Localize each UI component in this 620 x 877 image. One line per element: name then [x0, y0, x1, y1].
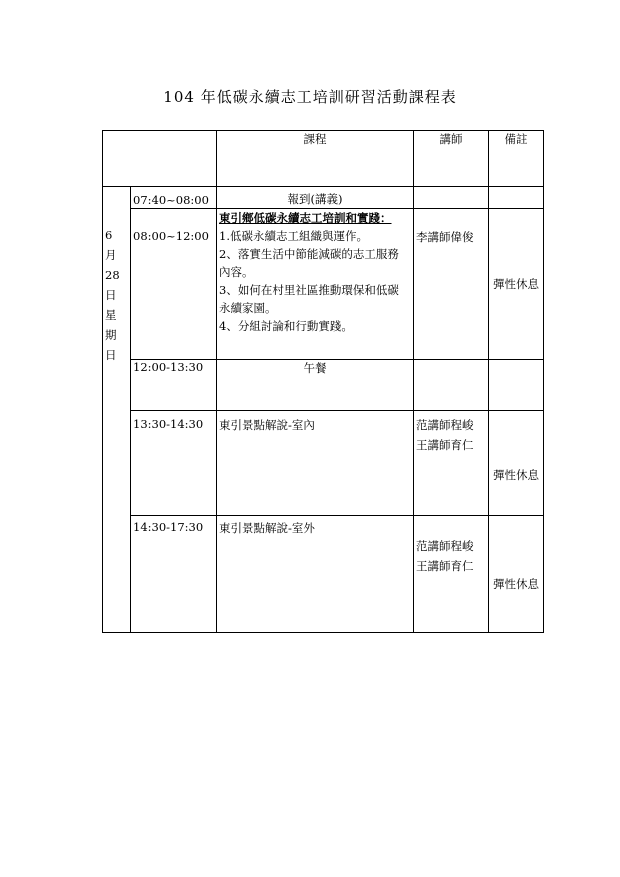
time-cell: 08:00~12:00 [131, 209, 217, 360]
table-row [103, 411, 544, 516]
course-cell: 午餐 [217, 360, 414, 411]
header-row [103, 131, 544, 187]
header-lecturer: 講師 [414, 131, 489, 187]
day-char: 星 [105, 308, 117, 322]
course-line: 永續家園。 [219, 301, 277, 315]
course-cell: 報到(講義) [217, 187, 414, 209]
lecturer-name: 王講師育仁 [416, 438, 474, 452]
course-cell: 東引景點解說-室內 [217, 411, 414, 516]
lecturer-cell [414, 360, 489, 411]
table-row [103, 209, 544, 360]
lecturer-name: 王講師育仁 [416, 559, 474, 573]
day-char: 日 [105, 348, 117, 362]
lecturer-name: 范講師程峻 [416, 418, 474, 432]
time-cell: 07:40~08:00 [131, 187, 217, 209]
schedule-table [102, 130, 544, 633]
table-row [103, 187, 544, 209]
lecturer-cell [414, 411, 489, 516]
lecturer-cell: 李講師偉俊 [414, 209, 489, 360]
table-row [103, 360, 544, 411]
page-title: 104 年低碳永續志工培訓研習活動課程表 [163, 88, 457, 106]
note-cell [489, 187, 544, 209]
course-cell [217, 209, 414, 360]
header-blank-time [131, 131, 217, 187]
lecturer-cell [414, 187, 489, 209]
time-cell: 14:30-17:30 [131, 516, 217, 633]
lecturer-cell [414, 516, 489, 633]
note-cell: 彈性休息 [489, 411, 544, 516]
day-cell [103, 187, 131, 633]
note-cell [489, 360, 544, 411]
day-char: 28 [105, 268, 120, 282]
course-line: 2、落實生活中節能減碳的志工服務 [219, 247, 399, 261]
course-cell: 東引景點解說-室外 [217, 516, 414, 633]
note-cell: 彈性休息 [489, 209, 544, 360]
course-line: 3、如何在村里社區推動環保和低碳 [219, 283, 399, 297]
header-course: 課程 [217, 131, 414, 187]
day-char: 6 [105, 228, 113, 242]
note-cell: 彈性休息 [489, 516, 544, 633]
day-char: 期 [105, 328, 117, 342]
header-blank-day [103, 131, 131, 187]
course-line: 內容。 [219, 265, 254, 279]
lecturer-name: 范講師程峻 [416, 539, 474, 553]
course-title: 東引鄉低碳永續志工培訓和實踐： [219, 211, 392, 225]
table-row [103, 516, 544, 633]
time-cell: 12:00-13:30 [131, 360, 217, 411]
day-char: 月 [105, 248, 117, 262]
time-cell: 13:30-14:30 [131, 411, 217, 516]
course-line: 1.低碳永續志工組織與運作。 [219, 229, 368, 243]
course-line: 4、分組討論和行動實踐。 [219, 319, 353, 333]
day-char: 日 [105, 288, 117, 302]
header-note: 備註 [489, 131, 544, 187]
